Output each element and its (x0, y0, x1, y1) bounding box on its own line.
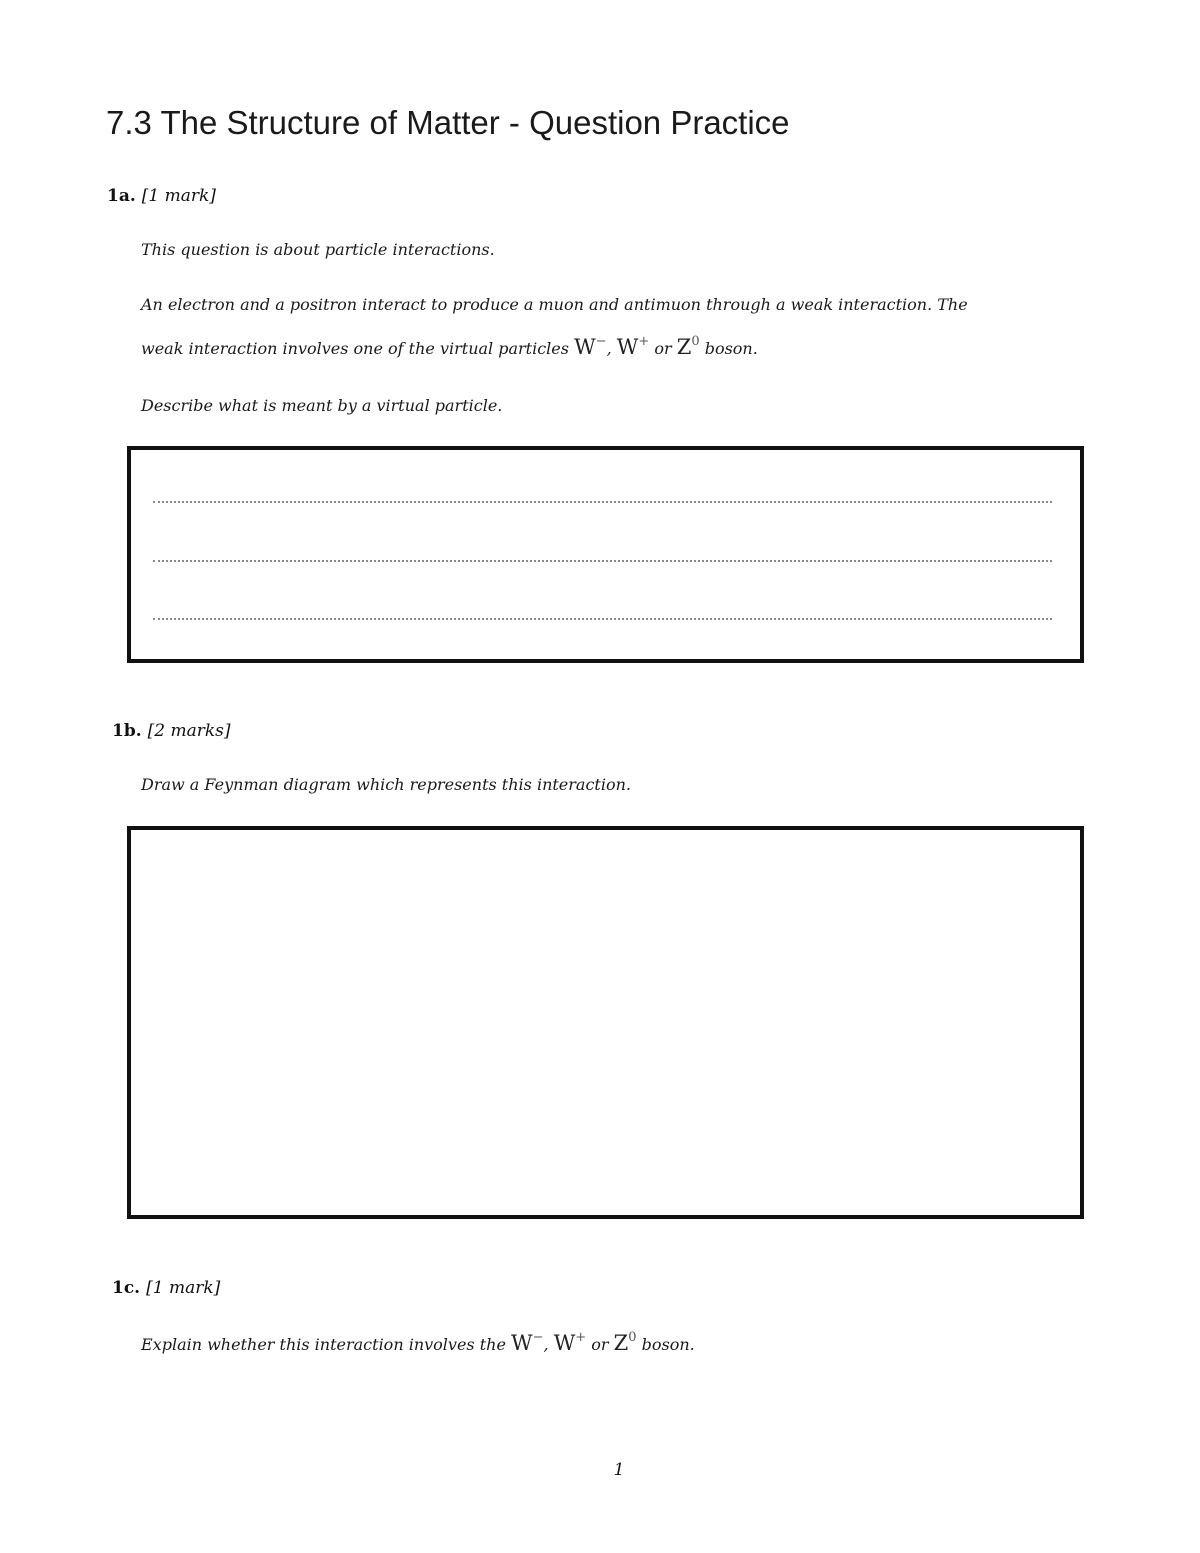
drawing-box-1b[interactable] (127, 826, 1084, 1219)
question-1b-prompt: Draw a Feynman diagram which represents this interaction. (141, 775, 631, 794)
answer-line[interactable] (153, 560, 1052, 562)
question-1a-line2-text: weak interaction involves one of the virtual particles (141, 339, 569, 358)
separator-or: or (591, 1335, 609, 1354)
separator-or: or (654, 339, 672, 358)
w-plus-boson: W+ (553, 1330, 587, 1355)
question-1a-intro: This question is about particle interactions. (141, 240, 495, 259)
separator: , (543, 1335, 549, 1354)
answer-line[interactable] (153, 618, 1052, 620)
question-1c-prompt-end: boson. (641, 1335, 695, 1354)
question-1a-line1: An electron and a positron interact to produce a muon and antimuon through a weak interaction. The (141, 295, 968, 314)
question-marks: [1 mark] (141, 186, 216, 206)
answer-box-1a[interactable] (127, 446, 1084, 663)
w-minus-boson: W− (511, 1330, 544, 1355)
page-title: 7.3 The Structure of Matter - Question Practice (106, 104, 790, 141)
question-marks: [1 mark] (146, 1278, 221, 1298)
question-1b-header (112, 721, 231, 741)
question-1a-line2-end: boson. (704, 339, 758, 358)
page-number: 1 (613, 1460, 625, 1480)
question-number: 1c. (112, 1278, 141, 1298)
question-1c-prompt (141, 1330, 695, 1355)
answer-line[interactable] (153, 501, 1052, 503)
question-1a-header (107, 186, 216, 206)
question-1a-prompt: Describe what is meant by a virtual particle. (141, 396, 503, 415)
question-marks: [2 marks] (147, 721, 231, 741)
question-1c-header (112, 1278, 220, 1298)
z0-boson: $Z^0$ (613, 1330, 637, 1355)
w-plus-boson: W+ (616, 334, 650, 359)
question-number: 1a. (107, 186, 136, 206)
question-1a-line2 (141, 334, 758, 359)
separator: , (606, 339, 612, 358)
question-1c-prompt-text: Explain whether this interaction involves the (141, 1335, 506, 1354)
question-number: 1b. (112, 721, 142, 741)
w-minus-boson: W− (574, 334, 607, 359)
z0-boson: $Z^0$ (676, 334, 700, 359)
